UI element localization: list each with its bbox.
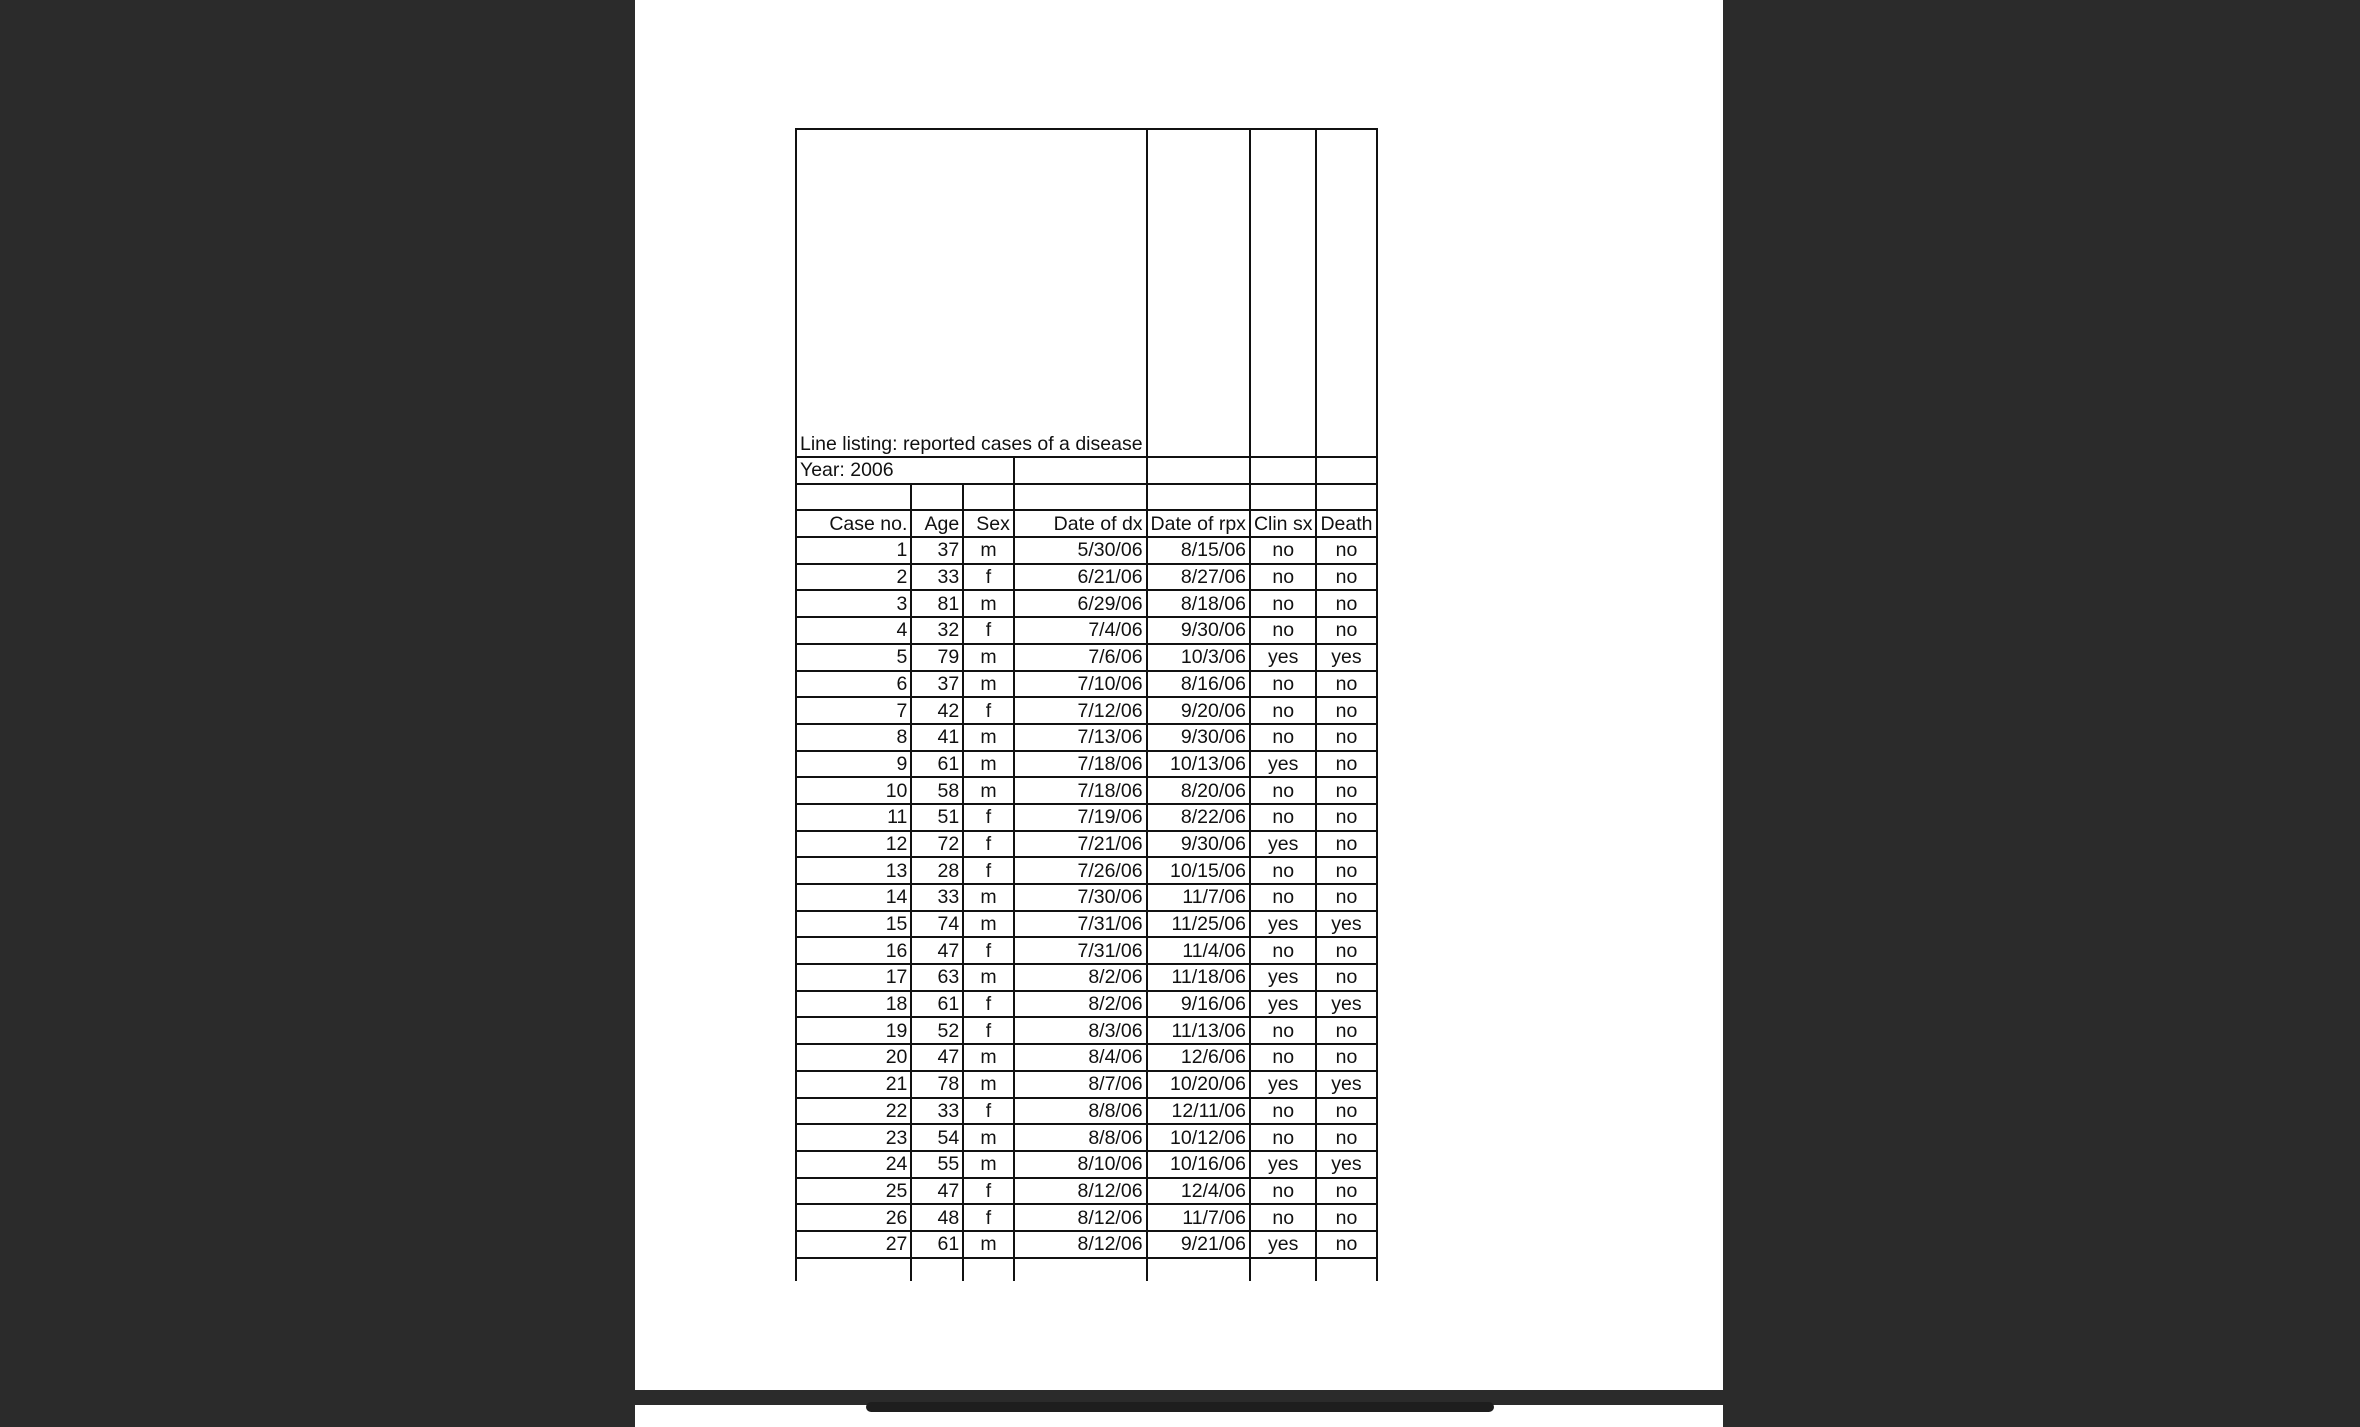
table-row xyxy=(796,804,1377,831)
cell-date-dx: 8/12/06 xyxy=(1014,1204,1147,1231)
cell-date-dx: 8/2/06 xyxy=(1014,991,1147,1018)
cell-date-dx: 7/12/06 xyxy=(1014,697,1147,724)
cell-date-dx: 8/7/06 xyxy=(1014,1071,1147,1098)
cell-clin-sx: no xyxy=(1250,724,1317,751)
cell-death: yes xyxy=(1316,1071,1376,1098)
cell-sex: f xyxy=(963,937,1014,964)
cell-sex: f xyxy=(963,1017,1014,1044)
cell-clin-sx: no xyxy=(1250,1204,1317,1231)
cell-case-no: 4 xyxy=(796,617,911,644)
table-title: Line listing: reported cases of a disease xyxy=(796,129,1147,457)
cell-sex: f xyxy=(963,1098,1014,1125)
cell-death: yes xyxy=(1316,911,1376,938)
cell-age: 47 xyxy=(911,937,963,964)
header-row xyxy=(796,510,1377,537)
cell-sex: f xyxy=(963,991,1014,1018)
cell-death: no xyxy=(1316,537,1376,564)
cell-date-rpx: 11/25/06 xyxy=(1147,911,1250,938)
cell-age: 61 xyxy=(911,751,963,778)
cell-date-dx: 7/10/06 xyxy=(1014,671,1147,698)
cell-clin-sx: yes xyxy=(1250,751,1317,778)
cell-case-no: 9 xyxy=(796,751,911,778)
cell-age: 37 xyxy=(911,671,963,698)
cell-death: no xyxy=(1316,697,1376,724)
cell-sex: f xyxy=(963,617,1014,644)
table-row xyxy=(796,751,1377,778)
cell-sex: m xyxy=(963,590,1014,617)
cell-clin-sx: no xyxy=(1250,884,1317,911)
cell-date-dx: 8/8/06 xyxy=(1014,1124,1147,1151)
table-row xyxy=(796,831,1377,858)
cell-clin-sx: no xyxy=(1250,537,1317,564)
cell-case-no: 21 xyxy=(796,1071,911,1098)
cell-death: no xyxy=(1316,937,1376,964)
cell-death: no xyxy=(1316,1017,1376,1044)
cell-case-no: 23 xyxy=(796,1124,911,1151)
table-row xyxy=(796,911,1377,938)
cell-sex: m xyxy=(963,1071,1014,1098)
cell-clin-sx: yes xyxy=(1250,1151,1317,1178)
table-row xyxy=(796,884,1377,911)
cell-death: no xyxy=(1316,1098,1376,1125)
cell-sex: f xyxy=(963,831,1014,858)
header-clin-sx: Clin sx xyxy=(1250,510,1317,537)
cell-age: 81 xyxy=(911,590,963,617)
cell-date-dx: 7/30/06 xyxy=(1014,884,1147,911)
table-row xyxy=(796,964,1377,991)
cell-death: no xyxy=(1316,724,1376,751)
cell-date-dx: 8/10/06 xyxy=(1014,1151,1147,1178)
cell-date-rpx: 9/30/06 xyxy=(1147,724,1250,751)
cell-age: 33 xyxy=(911,884,963,911)
cell-sex: m xyxy=(963,777,1014,804)
cell-case-no: 20 xyxy=(796,1044,911,1071)
cell-clin-sx: no xyxy=(1250,1124,1317,1151)
cell-death: no xyxy=(1316,804,1376,831)
cell-clin-sx: no xyxy=(1250,1178,1317,1205)
cell-date-dx: 7/6/06 xyxy=(1014,644,1147,671)
cell-case-no: 8 xyxy=(796,724,911,751)
cell-death: yes xyxy=(1316,991,1376,1018)
cell-date-dx: 8/12/06 xyxy=(1014,1178,1147,1205)
cell-date-rpx: 9/21/06 xyxy=(1147,1231,1250,1258)
table-row xyxy=(796,777,1377,804)
cell-clin-sx: no xyxy=(1250,564,1317,591)
cell-date-rpx: 8/22/06 xyxy=(1147,804,1250,831)
cell-date-rpx: 10/20/06 xyxy=(1147,1071,1250,1098)
cell-date-rpx: 9/20/06 xyxy=(1147,697,1250,724)
cell-clin-sx: yes xyxy=(1250,644,1317,671)
cell-case-no: 2 xyxy=(796,564,911,591)
cell-sex: f xyxy=(963,1178,1014,1205)
title-row xyxy=(796,129,1377,457)
cell-case-no: 7 xyxy=(796,697,911,724)
cell-case-no: 24 xyxy=(796,1151,911,1178)
cell-age: 61 xyxy=(911,991,963,1018)
cell-case-no: 26 xyxy=(796,1204,911,1231)
cell-death: yes xyxy=(1316,644,1376,671)
table-row xyxy=(796,590,1377,617)
cell-clin-sx: no xyxy=(1250,1017,1317,1044)
cell-date-rpx: 11/13/06 xyxy=(1147,1017,1250,1044)
cell-sex: m xyxy=(963,884,1014,911)
cell-date-dx: 8/8/06 xyxy=(1014,1098,1147,1125)
cell-clin-sx: no xyxy=(1250,857,1317,884)
table-row xyxy=(796,1151,1377,1178)
table-row xyxy=(796,644,1377,671)
cell-date-rpx: 12/4/06 xyxy=(1147,1178,1250,1205)
cell-death: no xyxy=(1316,1044,1376,1071)
cell-age: 58 xyxy=(911,777,963,804)
cell-age: 55 xyxy=(911,1151,963,1178)
cell-death: no xyxy=(1316,831,1376,858)
table-row xyxy=(796,1098,1377,1125)
horizontal-scrollbar[interactable] xyxy=(866,1402,1494,1412)
year-row xyxy=(796,457,1377,484)
cell-date-rpx: 9/30/06 xyxy=(1147,617,1250,644)
cell-age: 33 xyxy=(911,1098,963,1125)
cell-date-rpx: 10/13/06 xyxy=(1147,751,1250,778)
table-row xyxy=(796,937,1377,964)
cell-date-rpx: 8/15/06 xyxy=(1147,537,1250,564)
cell-sex: m xyxy=(963,1124,1014,1151)
cell-death: no xyxy=(1316,617,1376,644)
cell-clin-sx: yes xyxy=(1250,831,1317,858)
table-row xyxy=(796,617,1377,644)
cell-age: 47 xyxy=(911,1044,963,1071)
cell-age: 72 xyxy=(911,831,963,858)
cell-age: 78 xyxy=(911,1071,963,1098)
cell-date-rpx: 10/15/06 xyxy=(1147,857,1250,884)
cell-sex: m xyxy=(963,644,1014,671)
cell-date-dx: 8/3/06 xyxy=(1014,1017,1147,1044)
header-death: Death xyxy=(1316,510,1376,537)
cell-date-dx: 8/12/06 xyxy=(1014,1231,1147,1258)
cell-date-rpx: 8/20/06 xyxy=(1147,777,1250,804)
cell-clin-sx: no xyxy=(1250,590,1317,617)
cell-date-rpx: 11/4/06 xyxy=(1147,937,1250,964)
cell-case-no: 22 xyxy=(796,1098,911,1125)
cell-case-no: 17 xyxy=(796,964,911,991)
cell-date-dx: 7/4/06 xyxy=(1014,617,1147,644)
cell-case-no: 12 xyxy=(796,831,911,858)
cell-age: 33 xyxy=(911,564,963,591)
cell-case-no: 6 xyxy=(796,671,911,698)
cell-case-no: 10 xyxy=(796,777,911,804)
cell-date-dx: 6/29/06 xyxy=(1014,590,1147,617)
cell-date-dx: 6/21/06 xyxy=(1014,564,1147,591)
cell-date-rpx: 8/16/06 xyxy=(1147,671,1250,698)
cell-age: 42 xyxy=(911,697,963,724)
header-age: Age xyxy=(911,510,963,537)
header-date-dx: Date of dx xyxy=(1014,510,1147,537)
cell-sex: f xyxy=(963,697,1014,724)
cell-death: no xyxy=(1316,857,1376,884)
cell-clin-sx: no xyxy=(1250,937,1317,964)
cell-clin-sx: no xyxy=(1250,697,1317,724)
cell-sex: f xyxy=(963,564,1014,591)
cell-death: no xyxy=(1316,564,1376,591)
cell-case-no: 18 xyxy=(796,991,911,1018)
table-row xyxy=(796,1178,1377,1205)
cell-death: no xyxy=(1316,671,1376,698)
year-label: Year: 2006 xyxy=(796,457,1014,484)
cell-death: no xyxy=(1316,964,1376,991)
blank-row xyxy=(796,484,1377,511)
cell-date-rpx: 12/11/06 xyxy=(1147,1098,1250,1125)
cell-sex: m xyxy=(963,537,1014,564)
cell-date-rpx: 8/27/06 xyxy=(1147,564,1250,591)
table-row xyxy=(796,1204,1377,1231)
cell-case-no: 3 xyxy=(796,590,911,617)
cell-date-rpx: 9/16/06 xyxy=(1147,991,1250,1018)
cell-age: 63 xyxy=(911,964,963,991)
cell-clin-sx: yes xyxy=(1250,911,1317,938)
cell-death: yes xyxy=(1316,1151,1376,1178)
cell-clin-sx: no xyxy=(1250,804,1317,831)
cell-sex: f xyxy=(963,1204,1014,1231)
cell-date-rpx: 11/7/06 xyxy=(1147,1204,1250,1231)
header-case-no: Case no. xyxy=(796,510,911,537)
cell-date-dx: 5/30/06 xyxy=(1014,537,1147,564)
cell-date-rpx: 10/16/06 xyxy=(1147,1151,1250,1178)
cell-sex: m xyxy=(963,671,1014,698)
cell-age: 28 xyxy=(911,857,963,884)
cell-clin-sx: no xyxy=(1250,617,1317,644)
cell-clin-sx: no xyxy=(1250,671,1317,698)
table-row xyxy=(796,697,1377,724)
table-continuation-row xyxy=(796,1258,1377,1281)
cell-clin-sx: yes xyxy=(1250,964,1317,991)
cell-sex: m xyxy=(963,911,1014,938)
cell-age: 51 xyxy=(911,804,963,831)
cell-death: no xyxy=(1316,1124,1376,1151)
cell-death: no xyxy=(1316,1204,1376,1231)
cell-death: no xyxy=(1316,751,1376,778)
cell-age: 52 xyxy=(911,1017,963,1044)
cell-date-dx: 7/31/06 xyxy=(1014,937,1147,964)
cell-date-rpx: 10/3/06 xyxy=(1147,644,1250,671)
cell-sex: m xyxy=(963,1044,1014,1071)
cell-case-no: 14 xyxy=(796,884,911,911)
table-row xyxy=(796,857,1377,884)
cell-clin-sx: yes xyxy=(1250,991,1317,1018)
cell-date-dx: 8/2/06 xyxy=(1014,964,1147,991)
cell-age: 41 xyxy=(911,724,963,751)
cell-death: no xyxy=(1316,884,1376,911)
cell-case-no: 11 xyxy=(796,804,911,831)
cell-death: no xyxy=(1316,590,1376,617)
cell-date-rpx: 8/18/06 xyxy=(1147,590,1250,617)
cell-date-dx: 8/4/06 xyxy=(1014,1044,1147,1071)
cell-age: 32 xyxy=(911,617,963,644)
cell-date-dx: 7/13/06 xyxy=(1014,724,1147,751)
cell-case-no: 16 xyxy=(796,937,911,964)
cell-sex: f xyxy=(963,804,1014,831)
cell-case-no: 27 xyxy=(796,1231,911,1258)
cell-clin-sx: yes xyxy=(1250,1071,1317,1098)
cell-death: no xyxy=(1316,777,1376,804)
cell-sex: m xyxy=(963,1151,1014,1178)
cell-case-no: 25 xyxy=(796,1178,911,1205)
cell-date-rpx: 10/12/06 xyxy=(1147,1124,1250,1151)
table-row xyxy=(796,671,1377,698)
cell-case-no: 19 xyxy=(796,1017,911,1044)
cell-date-rpx: 9/30/06 xyxy=(1147,831,1250,858)
cell-sex: m xyxy=(963,751,1014,778)
cell-date-dx: 7/18/06 xyxy=(1014,777,1147,804)
header-date-rpx: Date of rpx xyxy=(1147,510,1250,537)
cell-sex: m xyxy=(963,964,1014,991)
cell-age: 61 xyxy=(911,1231,963,1258)
header-sex: Sex xyxy=(963,510,1014,537)
cell-date-dx: 7/18/06 xyxy=(1014,751,1147,778)
table-row xyxy=(796,564,1377,591)
cell-clin-sx: no xyxy=(1250,777,1317,804)
cell-age: 79 xyxy=(911,644,963,671)
cell-clin-sx: no xyxy=(1250,1098,1317,1125)
table-row xyxy=(796,1044,1377,1071)
cell-date-rpx: 12/6/06 xyxy=(1147,1044,1250,1071)
cell-death: no xyxy=(1316,1178,1376,1205)
document-page xyxy=(635,0,1723,1390)
cell-date-dx: 7/31/06 xyxy=(1014,911,1147,938)
cell-sex: f xyxy=(963,857,1014,884)
cell-case-no: 13 xyxy=(796,857,911,884)
table-row xyxy=(796,1017,1377,1044)
cell-death: no xyxy=(1316,1231,1376,1258)
cell-sex: m xyxy=(963,724,1014,751)
cell-age: 37 xyxy=(911,537,963,564)
cell-date-dx: 7/26/06 xyxy=(1014,857,1147,884)
table-row xyxy=(796,1071,1377,1098)
cell-date-rpx: 11/7/06 xyxy=(1147,884,1250,911)
cell-age: 48 xyxy=(911,1204,963,1231)
cell-date-dx: 7/21/06 xyxy=(1014,831,1147,858)
table-row xyxy=(796,537,1377,564)
cell-case-no: 5 xyxy=(796,644,911,671)
cell-case-no: 15 xyxy=(796,911,911,938)
cell-case-no: 1 xyxy=(796,537,911,564)
line-listing-table xyxy=(795,128,1378,1281)
cell-date-dx: 7/19/06 xyxy=(1014,804,1147,831)
table-row xyxy=(796,1231,1377,1258)
cell-date-rpx: 11/18/06 xyxy=(1147,964,1250,991)
table-row xyxy=(796,1124,1377,1151)
cell-age: 54 xyxy=(911,1124,963,1151)
table-row xyxy=(796,724,1377,751)
table-row xyxy=(796,991,1377,1018)
cell-age: 74 xyxy=(911,911,963,938)
cell-clin-sx: no xyxy=(1250,1044,1317,1071)
cell-sex: m xyxy=(963,1231,1014,1258)
cell-age: 47 xyxy=(911,1178,963,1205)
cell-clin-sx: yes xyxy=(1250,1231,1317,1258)
